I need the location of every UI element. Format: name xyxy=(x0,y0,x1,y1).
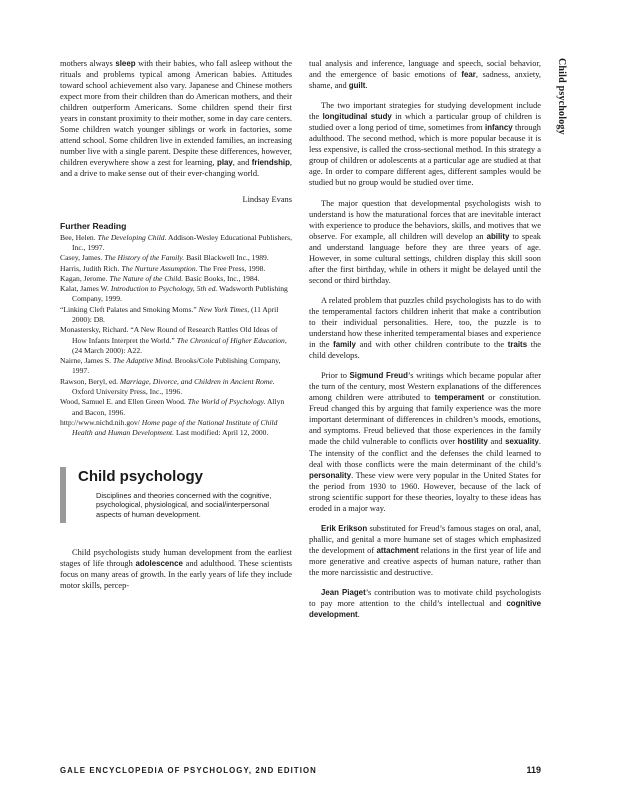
page-number: 119 xyxy=(526,765,541,775)
keyword-link[interactable]: Sigmund Freud xyxy=(349,371,408,381)
reference-item: Wood, Samuel E. and Ellen Green Wood. The World of Psychology. Allyn and Bacon, 1996. xyxy=(60,397,285,417)
author-signature: Lindsay Evans xyxy=(242,194,292,204)
running-head: Child psychology xyxy=(556,58,567,135)
body-paragraph: The major question that developmental psychologists wish to understand is how the maturational forces that are inevitable interact with experience to produce the behaviors, skills, and motives that we observe. For example, all children will develop an ability to speak and understand language before they are three years of age. However, in some cultural settings, children display this skill soon after the first birthday, while in others it might be delayed until the second or third birthday. xyxy=(309,198,541,285)
entry-header-box xyxy=(60,467,292,524)
keyword-link[interactable]: traits xyxy=(507,340,528,350)
keyword-link[interactable]: Erik Erikson xyxy=(321,523,368,533)
keyword-link[interactable]: longitudinal study xyxy=(322,112,392,122)
reference-item: Bee, Helen. The Developing Child. Addison-Wesley Educational Publishers, Inc., 1997. xyxy=(60,232,293,252)
keyword-link[interactable]: adolescence xyxy=(135,559,183,569)
publication-title: GALE ENCYCLOPEDIA OF PSYCHOLOGY, 2ND EDITION xyxy=(60,766,317,775)
reference-item-url[interactable]: http://www.nichd.nih.gov/ Home page of the National Institute of Child Health and Human Development. Last modified: April 12, 2000. xyxy=(60,417,278,438)
reference-item: Casey, James. The History of the Family. Basil Blackwell Inc., 1989. xyxy=(60,253,269,263)
body-paragraph: Prior to Sigmund Freud’s writings which became popular after the turn of the century, most Western explanations of the differences among children were attributed to temperament or constitution. Freud changed this by arguing that family experience was the more important determinant of differences in children’s moods, emotions, and symptoms. Freud believed that those experiences in the family made the child vulnerable to conflicts over hostility and sexuality. The intensity of the conflict and the defenses the child learned to deal with those conflicts were the main determinant of the child’s personality. These view were very popular in the United States for the period from 1930 to 1960. However, because of the lack of strong scientific support for these theories, loyalty to these ideas has eroded in a major way. xyxy=(309,371,542,513)
body-paragraph: A related problem that puzzles child psychologists has to do with the temperamental factors children inherit that make a contribution to their individual personalities. Here, too, the puzzle is to understand how these inherited temperamental biases and experience in the family and with other children contribute to the traits the child develops. xyxy=(309,295,541,361)
reference-item: Kagan, Jerome. The Nature of the Child. Basic Books, Inc., 1984. xyxy=(60,273,260,283)
body-paragraph: tual analysis and inference, language and speech, social behavior, and the emergence of basic emotions of fear, sadness, anxiety, shame, and guilt. xyxy=(309,59,541,91)
keyword-link[interactable]: personality xyxy=(309,470,352,480)
reference-item: Nairne, James S. The Adaptive Mind. Brooks/Cole Publishing Company, 1997. xyxy=(60,356,281,376)
keyword-link[interactable]: Jean Piaget xyxy=(321,588,366,598)
left-column xyxy=(60,58,292,591)
entry-title: Child psychology xyxy=(78,467,204,485)
reference-item: “Linking Cleft Palates and Smoking Moms.” New York Times, (11 April 2000): D8. xyxy=(60,304,279,324)
reference-item: Harris, Judith Rich. The Nurture Assumption. The Free Press, 1998. xyxy=(60,263,266,273)
keyword-link[interactable]: friendship xyxy=(251,158,290,168)
keyword-link[interactable]: sleep xyxy=(115,59,136,68)
reference-item: Monastersky, Richard. “A New Round of Research Rattles Old Ideas of How Infants Interpret the World.” The Chronical of Higher Education, (24 March 2000): A22. xyxy=(60,325,287,355)
reference-item: Kalat, James W. Introduction to Psychology, 5th ed. Wadsworth Publishing Company, 1999. xyxy=(60,284,288,304)
keyword-link[interactable]: family xyxy=(333,340,356,350)
entry-body-paragraph: Child psychologists study human development from the earliest stages of life through adolescence and adulthood. These scientists focus on many areas of growth. In the early years of life they include motor skills, percep- xyxy=(60,548,292,591)
body-paragraph: The two important strategies for studying development include the longitudinal study in which a particular group of children is studied over a long period of time, sometimes from infancy through adulthood. The second method, which is more popular because it is less expensive, is called the cross-sectional method. In this strategy a group of children or adolescents at a particular age are studied at that age. In order to compare different ages, different samples would be studied but no group would be studied over time. xyxy=(309,101,541,188)
keyword-link[interactable]: fear xyxy=(461,70,476,80)
keyword-link[interactable]: temperament xyxy=(434,393,485,403)
further-reading-list xyxy=(60,233,292,439)
further-reading-heading: Further Reading xyxy=(60,220,127,231)
keyword-link[interactable]: hostility xyxy=(457,437,488,447)
body-paragraph: Erik Erikson substituted for Freud’s famous stages on oral, anal, phallic, and genital a more humane set of stages which emphasized the development of attachment relations in the first year of life and more generative and creative aspects of human nature, rather than the more narcissistic and destructive. xyxy=(309,523,541,577)
keyword-link[interactable]: ability xyxy=(486,231,510,241)
keyword-link[interactable]: sexuality xyxy=(505,437,539,447)
keyword-link[interactable]: cognitive development xyxy=(309,599,541,620)
keyword-link[interactable]: infancy xyxy=(485,123,513,133)
body-paragraph: Jean Piaget’s contribution was to motivate child psychologists to pay more attention to the child’s intellectual and cognitive development. xyxy=(309,588,542,620)
keyword-link[interactable]: play xyxy=(217,158,233,168)
reference-item: Rawson, Beryl, ed. Marriage, Divorce, and Children in Ancient Rome. Oxford University Press, Inc., 1996. xyxy=(60,376,275,397)
right-column xyxy=(309,58,541,620)
intro-paragraph: mothers always sleep with their babies, who fall asleep without the rituals and problems typical among American babies. Attitudes toward school achievement also vary. Japanese and Chinese mothers expect more from their children than do American mothers, and their children outperform Americans. Some children spend their first years in constant proximity to their mother, some in day care centers. Some children watch younger siblings or work in factories, some attend school. Some children live in extended families, an increasing number live with a single parent. Despite these differences, however, children everywhere show a zest for learning, play, and friendship, and a drive to make sense out of their ever-changing world. xyxy=(60,59,293,179)
keyword-link[interactable]: attachment xyxy=(376,545,419,555)
entry-description: Disciplines and theories concerned with the cognitive, psychological, physiological, and social/interpersonal aspects of human development. xyxy=(96,490,272,520)
keyword-link[interactable]: guilt xyxy=(348,81,366,91)
